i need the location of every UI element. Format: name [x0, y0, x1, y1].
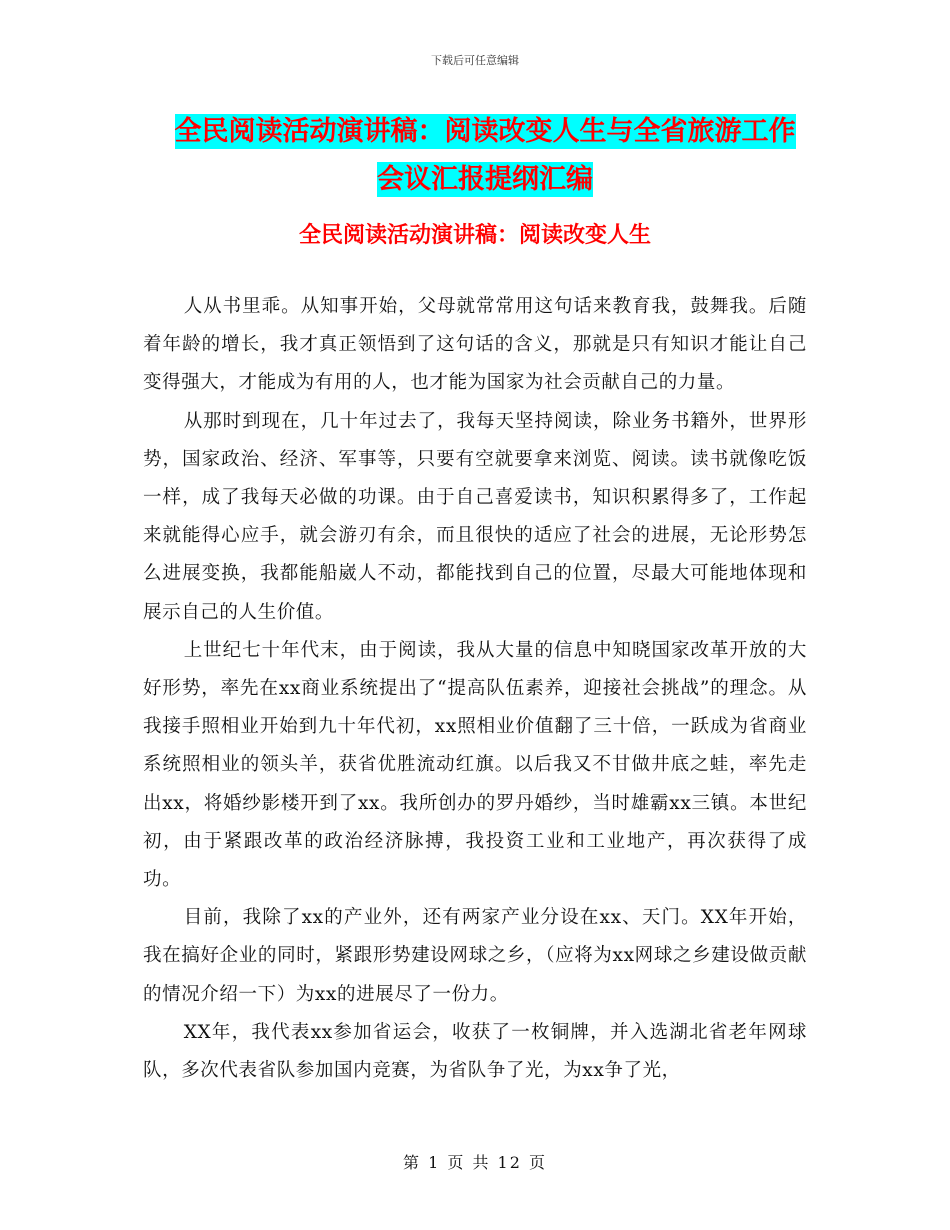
document-main-title [145, 108, 825, 204]
section-title: 全民阅读活动演讲稿：阅读改变人生 [298, 223, 651, 248]
body-text [143, 288, 807, 1090]
paragraph: 从那时到现在，几十年过去了，我每天坚持阅读，除业务书籍外，世界形势，国家政治、经济、军事等，只要有空就要拿来浏览、阅读。读书就像吃饭一样，成了我每天必做的功课。由于自己喜爱读书，知识积累得多了，工作起来就能得心应手，就会游刃有余，而且很快的适应了社会的进展，无论形势怎么进展变换，我都能船崴人不动，都能找到自己的位置，尽最大可能地体现和展示自己的人生价值。 [143, 410, 807, 623]
main-title-line-2: 会议汇报提纲汇编 [377, 164, 593, 195]
paragraph: 目前，我除了xx的产业外，还有两家产业分设在xx、天门。XX年开始，我在搞好企业的同时，紧跟形势建设网球之乡，（应将为xx网球之乡建设做贡献的情况介绍一下）为xx的进展尽了一份力。 [143, 907, 807, 1005]
paragraph: 人从书里乖。从知事开始，父母就常常用这句话来教育我，鼓舞我。后随着年龄的增长，我才真正领悟到了这句话的含义，那就是只有知识才能让自己变得强大，才能成为有用的人，也才能为国家为社会贡献自己的力量。 [143, 296, 807, 394]
header-note: 下载后可任意编辑 [431, 54, 519, 67]
paragraph: XX年，我代表xx参加省运会，收获了一枚铜牌，并入选湖北省老年网球队，多次代表省队参加国内竞赛，为省队争了光，为xx争了光， [143, 1021, 807, 1082]
page-number-footer: 第 1 页 共 12 页 [403, 1153, 547, 1172]
main-title-line-1: 全民阅读活动演讲稿：阅读改变人生与全省旅游工作 [174, 116, 796, 147]
paragraph: 上世纪七十年代末，由于阅读，我从大量的信息中知晓国家改革开放的大好形势，率先在xx商业系统提出了“提高队伍素养，迎接社会挑战”的理念。从我接手照相业开始到九十年代初，xx照相业价值翻了三十倍，一跃成为省商业系统照相业的领头羊，获省优胜流动红旗。以后我又不甘做井底之蛙，率先走出xx，将婚纱影楼开到了xx。我所创办的罗丹婚纱，当时雄霸xx三镇。本世纪初，由于紧跟改革的政治经济脉搏，我投资工业和工业地产，再次获得了成功。 [143, 639, 807, 891]
